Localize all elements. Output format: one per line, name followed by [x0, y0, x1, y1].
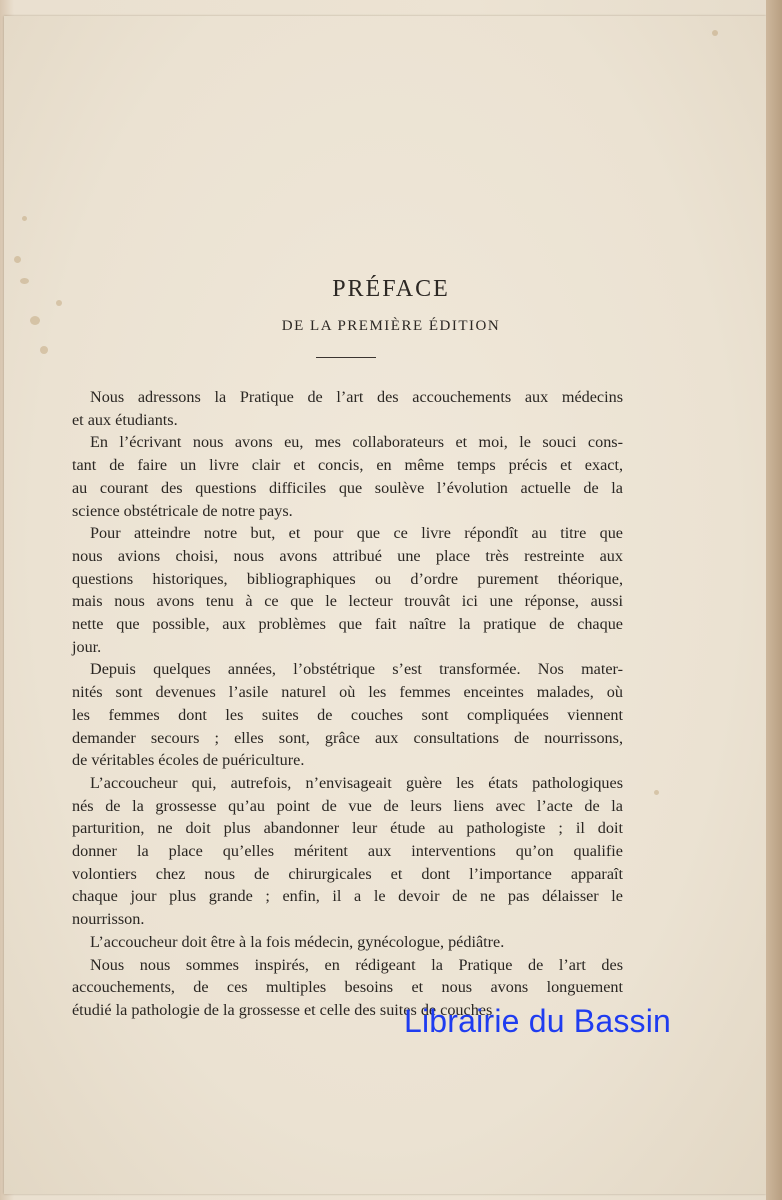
- text-line: étudié la pathologie de la grossesse et celle des suites de couches: [72, 1000, 493, 1019]
- paragraph-1: [72, 386, 623, 431]
- page-subtitle: DE LA PREMIÈRE ÉDITION: [281, 318, 501, 334]
- text-line: accouchements, de ces multiples besoins et nous avons longuement: [72, 978, 623, 997]
- text-line: mais nous avons tenu à ce que le lecteur trouvât ici une réponse, aussi: [72, 592, 623, 611]
- text-line: nette que possible, aux problèmes que fait naître la pratique de chaque: [72, 615, 623, 634]
- watermark: Librairie du Bassin: [404, 1003, 672, 1039]
- paragraph-6: [72, 931, 623, 954]
- text-line: nités sont devenues l’asile naturel où les femmes enceintes malades, où: [72, 683, 623, 702]
- page-title: PRÉFACE: [332, 276, 450, 302]
- text-line: Nous adressons la Pratique de l’art des accouchements aux médecins: [90, 388, 623, 406]
- text-line: les femmes dont les suites de couches sont compliquées viennent: [72, 705, 623, 724]
- paragraph-5: [72, 772, 623, 931]
- text-line: Depuis quelques années, l’obstétrique s’est transformée. Nos mater-: [90, 660, 623, 679]
- text-line: volontiers chez nous de chirurgicales et dont l’importance apparaît: [72, 864, 623, 883]
- text-line: En l’écrivant nous avons eu, mes collaborateurs et moi, le souci cons-: [90, 433, 623, 452]
- text-line: et aux étudiants.: [72, 410, 178, 429]
- text-line: Nous nous sommes inspirés, en rédigeant la Pratique de l’art des: [90, 955, 623, 974]
- text-line: nous avions choisi, nous avons attribué une place très restreinte aux: [72, 546, 623, 565]
- foxing-stain: [40, 346, 48, 354]
- paragraph-3: [72, 522, 623, 658]
- foxing-stain: [22, 216, 27, 221]
- text-line: Pour atteindre notre but, et pour que ce livre répondît au titre que: [90, 524, 623, 543]
- foxing-stain: [712, 30, 718, 36]
- foxing-stain: [654, 790, 659, 795]
- text-line: jour.: [72, 637, 102, 656]
- text-line: L’accoucheur doit être à la fois médecin, gynécologue, pédiâtre.: [90, 932, 505, 951]
- text-line: de véritables écoles de puériculture.: [72, 751, 305, 770]
- text-line: L’accoucheur qui, autrefois, n’envisageait guère les états pathologiques: [90, 773, 623, 792]
- text-line: nourrisson.: [72, 910, 145, 929]
- paragraph-2: [72, 431, 623, 522]
- paragraph-4: [72, 658, 623, 772]
- foxing-stain: [14, 256, 21, 263]
- text-line: nés de la grossesse qu’au point de vue de leurs liens avec l’acte de la: [72, 796, 623, 815]
- text-line: donner la place qu’elles méritent aux interventions qu’on qualifie: [72, 842, 623, 861]
- text-line: chaque jour plus grande ; enfin, il a le devoir de ne pas délaisser le: [72, 887, 623, 906]
- text-line: au courant des questions difficiles que soulève l’évolution actuelle de la: [72, 478, 623, 497]
- text-line: questions historiques, bibliographiques ou d’ordre purement théorique,: [72, 569, 623, 588]
- page-edge: [766, 0, 782, 1200]
- text-line: tant de faire un livre clair et concis, en même temps précis et exact,: [72, 456, 623, 475]
- text-line: science obstétricale de notre pays.: [72, 501, 293, 520]
- title-rule: [316, 357, 376, 358]
- text-line: demander secours ; elles sont, grâce aux consultations de nourrissons,: [72, 728, 623, 747]
- text-line: parturition, ne doit plus abandonner leur étude au pathologiste ; il doit: [72, 819, 623, 838]
- preface-text: [72, 386, 623, 1022]
